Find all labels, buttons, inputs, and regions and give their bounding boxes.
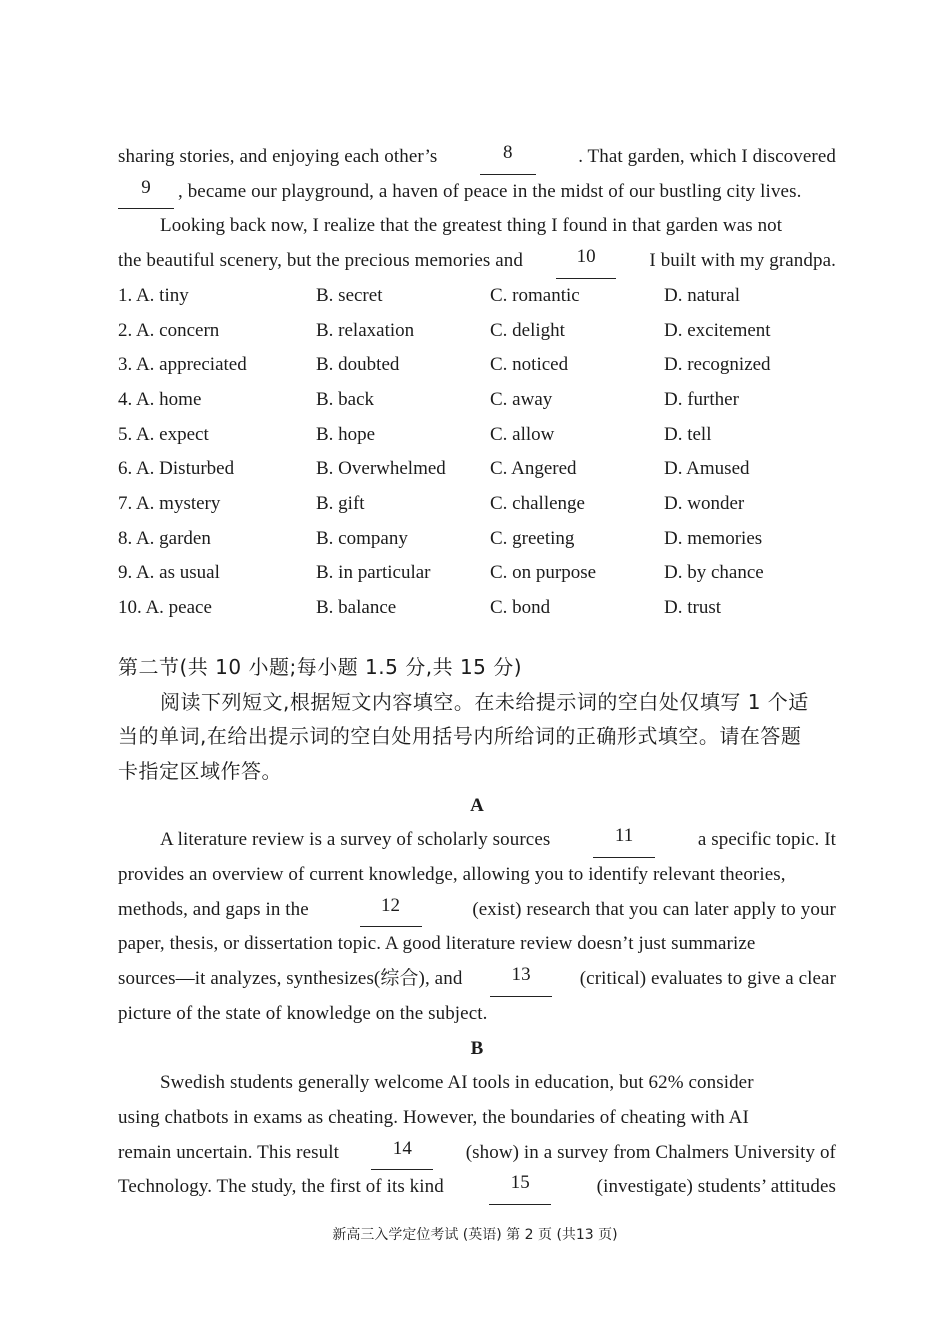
passage-line: 9 , became our playground, a haven of peace in the midst of our bustling city lives. bbox=[118, 175, 836, 210]
option-b: B. secret bbox=[316, 284, 383, 306]
passage-line: using chatbots in exams as cheating. However, the boundaries of cheating with AI bbox=[118, 1106, 749, 1128]
passage-line: provides an overview of current knowledge, allowing you to identify relevant theories, bbox=[118, 864, 786, 886]
blank-10: 10 bbox=[556, 244, 616, 279]
option-row bbox=[118, 279, 836, 314]
option-d: D. by chance bbox=[664, 562, 764, 584]
option-a: 4. A. home bbox=[118, 388, 202, 410]
option-b: B. in particular bbox=[316, 562, 431, 584]
option-a: 8. A. garden bbox=[118, 527, 211, 549]
option-row bbox=[118, 591, 836, 626]
option-d: D. natural bbox=[664, 284, 740, 306]
passage-b-title: B bbox=[470, 1037, 484, 1059]
passage-line: the beautiful scenery, but the precious memories and 10 I built with my grandpa. bbox=[118, 244, 836, 279]
passage-line: A literature review is a survey of scholarly sources 11 a specific topic. It bbox=[118, 823, 836, 858]
option-a: 1. A. tiny bbox=[118, 284, 189, 306]
option-c: C. delight bbox=[490, 319, 565, 341]
option-a: 3. A. appreciated bbox=[118, 354, 247, 376]
option-d: D. further bbox=[664, 388, 739, 410]
option-c: C. bond bbox=[490, 597, 551, 619]
option-b: B. back bbox=[316, 388, 375, 410]
option-b: B. company bbox=[316, 527, 408, 549]
option-a: 5. A. expect bbox=[118, 423, 209, 445]
option-b: B. relaxation bbox=[316, 319, 415, 341]
option-c: C. away bbox=[490, 388, 553, 410]
option-row bbox=[118, 556, 836, 591]
passage-line: sources—it analyzes, synthesizes(综合), and 13 (critical) evaluates to give a clear bbox=[118, 962, 836, 997]
option-c: C. romantic bbox=[490, 284, 580, 306]
blank-11: 11 bbox=[593, 823, 655, 858]
passage-a-title: A bbox=[470, 794, 484, 816]
passage-line: picture of the state of knowledge on the subject. bbox=[118, 1002, 488, 1024]
blank-13: 13 bbox=[490, 962, 552, 997]
option-row bbox=[118, 348, 836, 383]
blank-12: 12 bbox=[360, 893, 422, 928]
option-a: 9. A. as usual bbox=[118, 562, 220, 584]
option-a: 10. A. peace bbox=[118, 597, 212, 619]
section-heading: 第二节(共 10 小题;每小题 1.5 分,共 15 分) bbox=[118, 654, 523, 679]
blank-9: 9 bbox=[118, 175, 174, 210]
option-a: 7. A. mystery bbox=[118, 493, 221, 515]
option-c: C. challenge bbox=[490, 493, 585, 515]
options-list bbox=[118, 279, 836, 626]
option-d: D. tell bbox=[664, 423, 712, 445]
option-c: C. greeting bbox=[490, 527, 575, 549]
option-d: D. recognized bbox=[664, 354, 771, 376]
instruction-line: 阅读下列短文,根据短文内容填空。在未给提示词的空白处仅填写 1 个适 bbox=[160, 689, 809, 714]
option-c: C. allow bbox=[490, 423, 555, 445]
passage-line: Looking back now, I realize that the greatest thing I found in that garden was not bbox=[160, 215, 783, 237]
option-d: D. trust bbox=[664, 597, 721, 619]
page-footer: 新高三入学定位考试 (英语) 第 2 页 (共13 页) bbox=[332, 1227, 618, 1243]
option-row bbox=[118, 487, 836, 522]
option-b: B. Overwhelmed bbox=[316, 458, 446, 480]
option-row bbox=[118, 452, 836, 487]
blank-8: 8 bbox=[480, 140, 536, 175]
option-d: D. excitement bbox=[664, 319, 771, 341]
option-b: B. gift bbox=[316, 493, 365, 515]
option-d: D. wonder bbox=[664, 493, 745, 515]
option-d: D. memories bbox=[664, 527, 763, 549]
exam-page bbox=[118, 140, 836, 1205]
instruction-line: 卡指定区域作答。 bbox=[118, 758, 282, 783]
option-row bbox=[118, 418, 836, 453]
option-row bbox=[118, 314, 836, 349]
option-row bbox=[118, 383, 836, 418]
passage-line: methods, and gaps in the 12 (exist) research that you can later apply to your bbox=[118, 893, 836, 928]
option-c: C. on purpose bbox=[490, 562, 597, 584]
option-a: 6. A. Disturbed bbox=[118, 458, 235, 480]
option-b: B. doubted bbox=[316, 354, 400, 376]
option-b: B. hope bbox=[316, 423, 376, 445]
blank-15: 15 bbox=[489, 1170, 551, 1205]
passage-line: sharing stories, and enjoying each other’s 8 . That garden, which I discovered bbox=[118, 140, 836, 175]
option-a: 2. A. concern bbox=[118, 319, 220, 341]
instruction-line: 当的单词,在给出提示词的空白处用括号内所给词的正确形式填空。请在答题 bbox=[118, 724, 802, 749]
passage-line: remain uncertain. This result 14 (show) in a survey from Chalmers University of bbox=[118, 1136, 836, 1171]
option-b: B. balance bbox=[316, 597, 397, 619]
option-c: C. Angered bbox=[490, 458, 577, 480]
blank-14: 14 bbox=[371, 1136, 433, 1171]
passage-line: Swedish students generally welcome AI tools in education, but 62% consider bbox=[160, 1072, 754, 1094]
passage-line: Technology. The study, the first of its kind 15 (investigate) students’ attitudes bbox=[118, 1170, 836, 1205]
option-c: C. noticed bbox=[490, 354, 569, 376]
option-d: D. Amused bbox=[664, 458, 750, 480]
option-row bbox=[118, 522, 836, 557]
passage-line: paper, thesis, or dissertation topic. A good literature review doesn’t just summarize bbox=[118, 933, 756, 955]
